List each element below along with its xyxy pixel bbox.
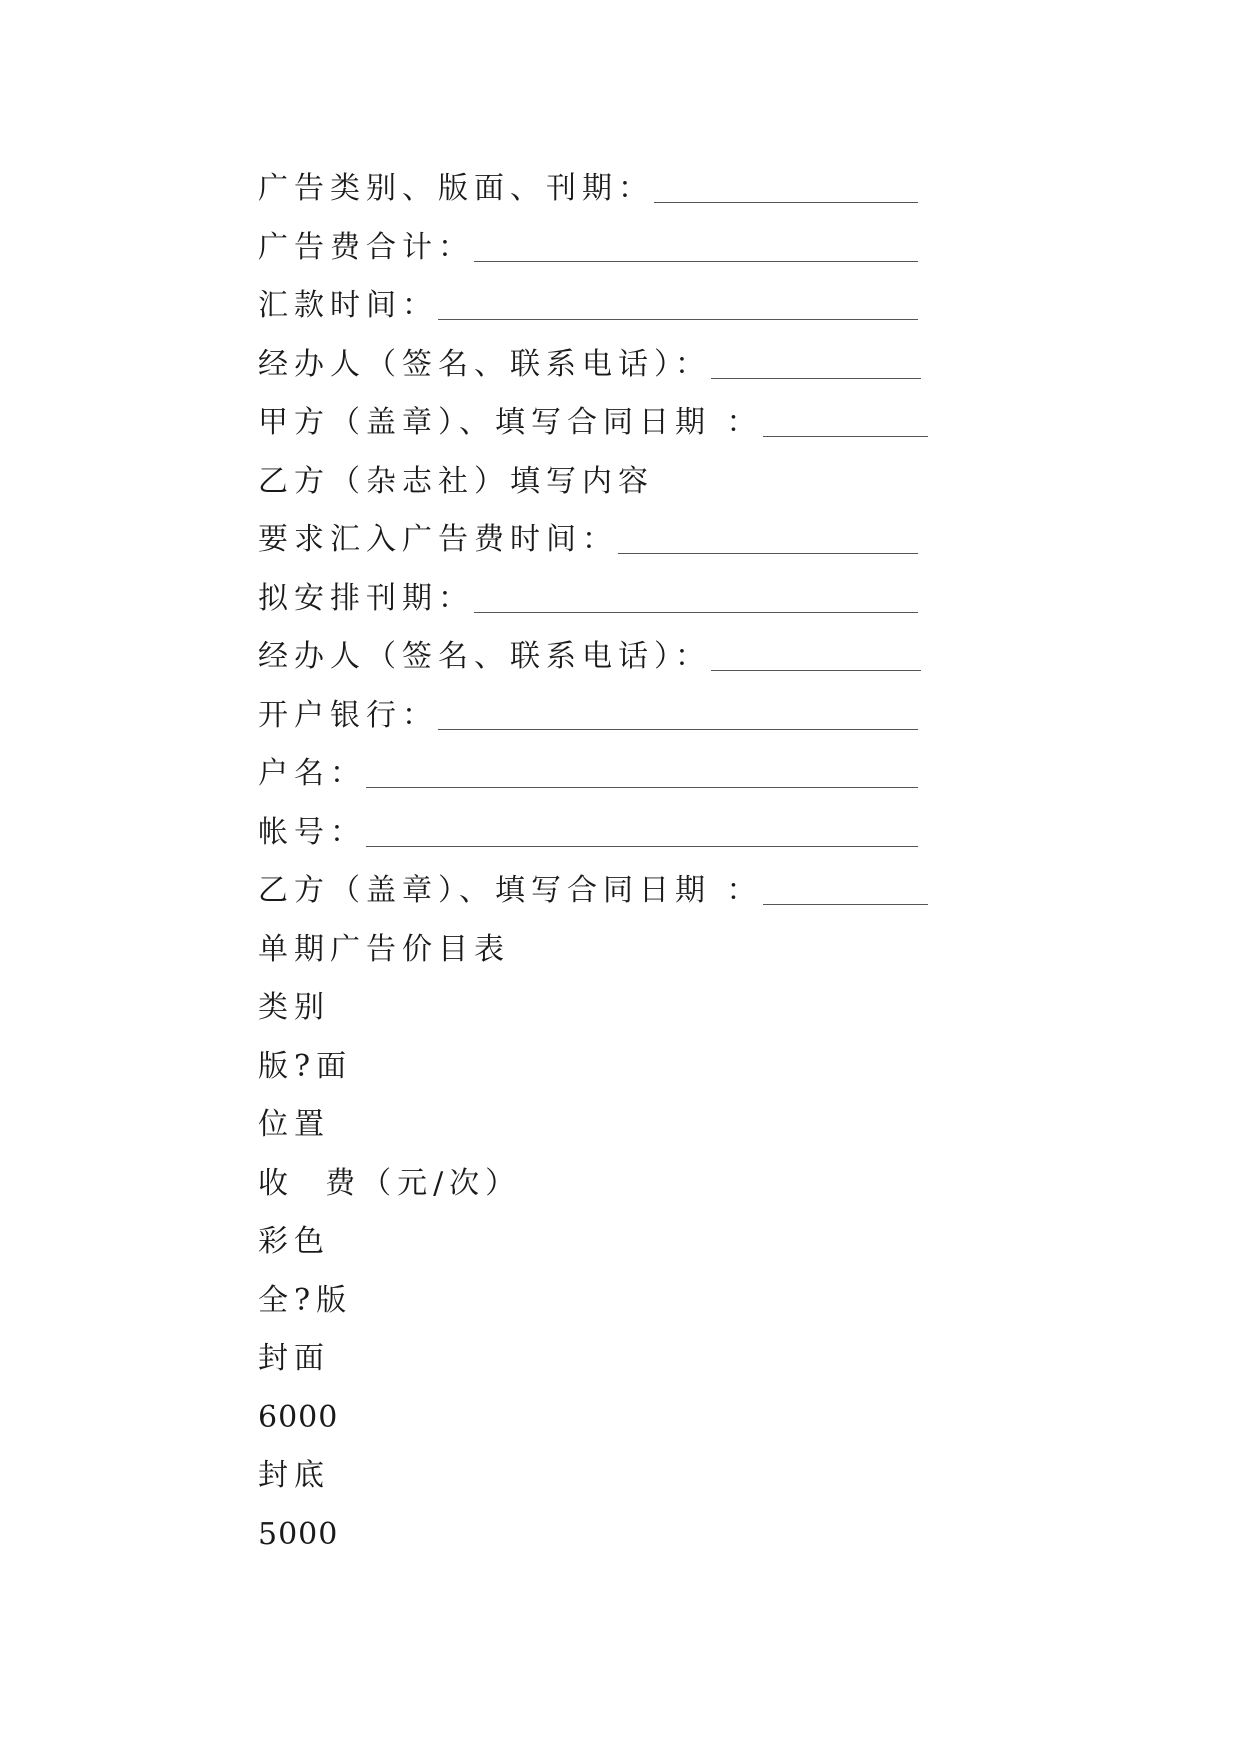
fill-in-blank[interactable]	[711, 377, 921, 379]
field-label: 要求汇入广告费时间：	[258, 522, 618, 557]
field-label: 拟安排刊期：	[258, 580, 474, 616]
fill-in-blank[interactable]	[366, 786, 918, 788]
fill-in-blank[interactable]	[438, 728, 918, 730]
field-label: 帐号：	[258, 814, 366, 850]
field-label: 户名：	[258, 756, 366, 791]
table-cell-price: 5000	[258, 1516, 339, 1552]
fill-in-blank[interactable]	[654, 201, 918, 203]
form-row-ad-fee-total	[258, 219, 918, 278]
form-row-account-name	[258, 745, 918, 804]
form-row-ad-category	[258, 160, 918, 219]
field-label: 甲方（盖章）、填写合同日期 ：	[258, 405, 763, 440]
field-label: 乙方（盖章）、填写合同日期 ：	[258, 873, 763, 908]
form-row-account-number	[258, 804, 918, 863]
form-row-bank	[258, 687, 918, 746]
form-row-party-a-seal-date	[258, 394, 918, 453]
price-table-title	[258, 921, 918, 980]
price-table-item	[258, 1155, 918, 1214]
form-row-handler-a	[258, 336, 918, 395]
form-row-remit-time	[258, 277, 918, 336]
table-cell: 版?面	[258, 1048, 353, 1084]
fill-in-blank[interactable]	[474, 260, 918, 262]
form-row-party-b-seal-date	[258, 862, 918, 921]
field-label: 经办人（签名、联系电话）：	[258, 639, 711, 674]
table-cell-price: 6000	[258, 1399, 339, 1435]
fill-in-blank[interactable]	[474, 611, 918, 613]
form-row-handler-b	[258, 628, 918, 687]
fill-in-blank[interactable]	[763, 435, 928, 437]
table-cell: 收 费（元/次）	[258, 1165, 522, 1201]
fill-in-blank[interactable]	[618, 552, 918, 554]
form-row-planned-issue	[258, 570, 918, 629]
price-table-item	[258, 1447, 918, 1506]
field-label: 开户银行：	[258, 697, 438, 733]
fill-in-blank[interactable]	[438, 318, 918, 320]
fill-in-blank[interactable]	[711, 669, 921, 671]
fill-in-blank[interactable]	[763, 903, 928, 905]
table-cell: 全?版	[258, 1282, 353, 1318]
table-cell: 封底	[258, 1458, 330, 1493]
table-cell: 封面	[258, 1341, 330, 1376]
price-table-item	[258, 1213, 918, 1272]
price-table-item	[258, 1272, 918, 1331]
price-table-item	[258, 1096, 918, 1155]
field-label: 广告费合计：	[258, 229, 474, 265]
table-cell: 彩色	[258, 1224, 330, 1259]
document-body	[258, 160, 918, 1564]
field-label: 汇款时间：	[258, 288, 438, 323]
section-heading-party-b	[258, 453, 918, 512]
field-label: 经办人（签名、联系电话）：	[258, 346, 711, 382]
field-label: 广告类别、版面、刊期：	[258, 171, 654, 206]
price-table-item	[258, 1506, 918, 1565]
table-title: 单期广告价目表	[258, 931, 510, 967]
price-table-item	[258, 1389, 918, 1448]
table-cell: 类别	[258, 990, 330, 1025]
fill-in-blank[interactable]	[366, 845, 918, 847]
section-heading: 乙方（杂志社）填写内容	[258, 463, 654, 499]
table-cell: 位置	[258, 1107, 330, 1142]
form-row-required-remit-time	[258, 511, 918, 570]
price-table-item	[258, 979, 918, 1038]
price-table-item	[258, 1038, 918, 1097]
price-table-item	[258, 1330, 918, 1389]
